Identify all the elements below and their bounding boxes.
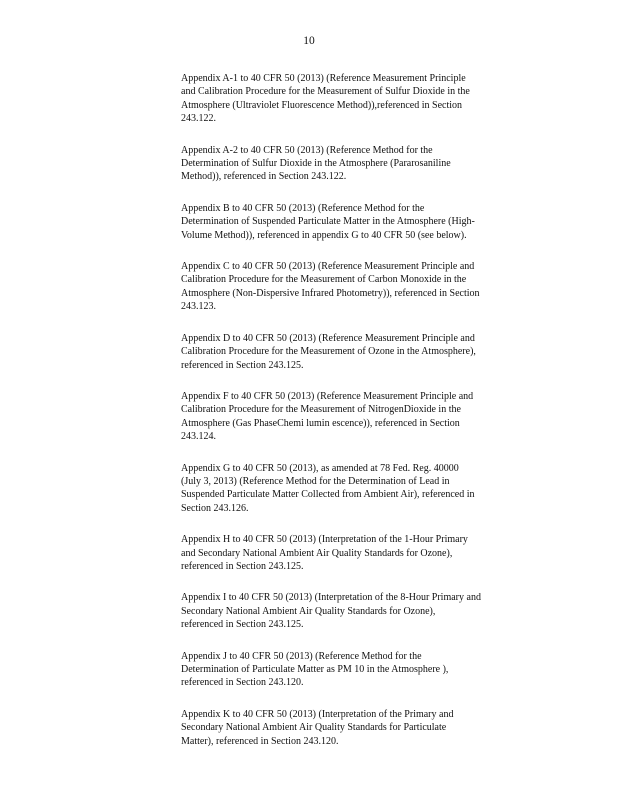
- entry-line: Atmosphere (Gas PhaseChemi lumin escence)), referenced in Section: [181, 417, 460, 429]
- entry-line: Section 243.126.: [181, 502, 249, 514]
- entry-line: Atmosphere (Ultraviolet Fluorescence Method)),referenced in Section: [181, 99, 463, 111]
- appendix-entry: [181, 708, 541, 748]
- entry-line: and Secondary National Ambient Air Quality Standards for Ozone),: [181, 547, 453, 559]
- entry-line: referenced in Section 243.120.: [181, 677, 304, 689]
- entry-line: Appendix B to 40 CFR 50 (2013) (Reference Method for the: [181, 202, 425, 214]
- entry-line: Determination of Suspended Particulate Matter in the Atmosphere (High-: [181, 216, 475, 228]
- entry-line: Appendix H to 40 CFR 50 (2013) (Interpretation of the 1-Hour Primary: [181, 534, 468, 546]
- entry-line: Determination of Particulate Matter as PM 10 in the Atmosphere ),: [181, 664, 449, 675]
- entry-line: Appendix G to 40 CFR 50 (2013), as amended at 78 Fed. Reg. 40000: [181, 462, 459, 474]
- entry-line: Appendix F to 40 CFR 50 (2013) (Reference Measurement Principle and: [181, 390, 474, 402]
- entry-line: referenced in Section 243.125.: [181, 560, 304, 572]
- appendix-entry: [181, 332, 541, 372]
- entry-line: (July 3, 2013) (Reference Method for the Determination of Lead in: [181, 475, 450, 487]
- entry-line: Appendix J to 40 CFR 50 (2013) (Reference Method for the: [181, 650, 422, 662]
- entry-line: Calibration Procedure for the Measurement of Carbon Monoxide in the: [181, 274, 467, 286]
- entry-line: Suspended Particulate Matter Collected from Ambient Air), referenced in: [181, 489, 475, 501]
- entry-line: 243.124.: [181, 431, 216, 443]
- entry-line: Calibration Procedure for the Measurement of Ozone in the Atmosphere),: [181, 346, 476, 358]
- entry-line: Secondary National Ambient Air Quality Standards for Ozone),: [181, 605, 436, 617]
- appendix-entry: [181, 533, 541, 573]
- appendix-entry: [181, 202, 541, 242]
- entry-line: referenced in Section 243.125.: [181, 359, 304, 371]
- entry-line: Volume Method)), referenced in appendix G to 40 CFR 50 (see below).: [181, 229, 467, 241]
- entry-line: Appendix D to 40 CFR 50 (2013) (Reference Measurement Principle and: [181, 332, 475, 344]
- entry-line: Determination of Sulfur Dioxide in the Atmosphere (Pararosaniline: [181, 158, 451, 170]
- entry-line: Appendix A-2 to 40 CFR 50 (2013) (Reference Method for the: [181, 144, 433, 156]
- appendix-entry: [181, 462, 541, 516]
- entry-line: referenced in Section 243.125.: [181, 619, 304, 631]
- entry-line: Method)), referenced in Section 243.122.: [181, 171, 347, 183]
- entry-line: 243.122.: [181, 113, 216, 125]
- entry-line: Calibration Procedure for the Measurement of NitrogenDioxide in the: [181, 404, 461, 416]
- appendix-entry: [181, 72, 541, 126]
- entry-line: Matter), referenced in Section 243.120.: [181, 735, 339, 747]
- entry-line: Atmosphere (Non-Dispersive Infrared Photometry)), referenced in Section: [181, 287, 480, 299]
- entry-line: Secondary National Ambient Air Quality Standards for Particulate: [181, 722, 447, 734]
- appendix-entry: [181, 650, 541, 690]
- page-number: 10: [303, 35, 315, 47]
- entry-line: Appendix C to 40 CFR 50 (2013) (Reference Measurement Principle and: [181, 261, 475, 273]
- entry-line: 243.123.: [181, 301, 216, 313]
- appendix-entry: [181, 260, 541, 314]
- entry-line: Appendix A-1 to 40 CFR 50 (2013) (Reference Measurement Principle: [181, 73, 466, 84]
- appendix-entry: [181, 591, 541, 631]
- entry-line: Appendix K to 40 CFR 50 (2013) (Interpretation of the Primary and: [181, 708, 454, 720]
- appendix-entry: [181, 144, 541, 184]
- entry-line: and Calibration Procedure for the Measurement of Sulfur Dioxide in the: [181, 86, 470, 98]
- appendix-entry: [181, 390, 541, 444]
- appendix-reference-list: [181, 72, 541, 766]
- entry-line: Appendix I to 40 CFR 50 (2013) (Interpretation of the 8-Hour Primary and: [181, 592, 481, 604]
